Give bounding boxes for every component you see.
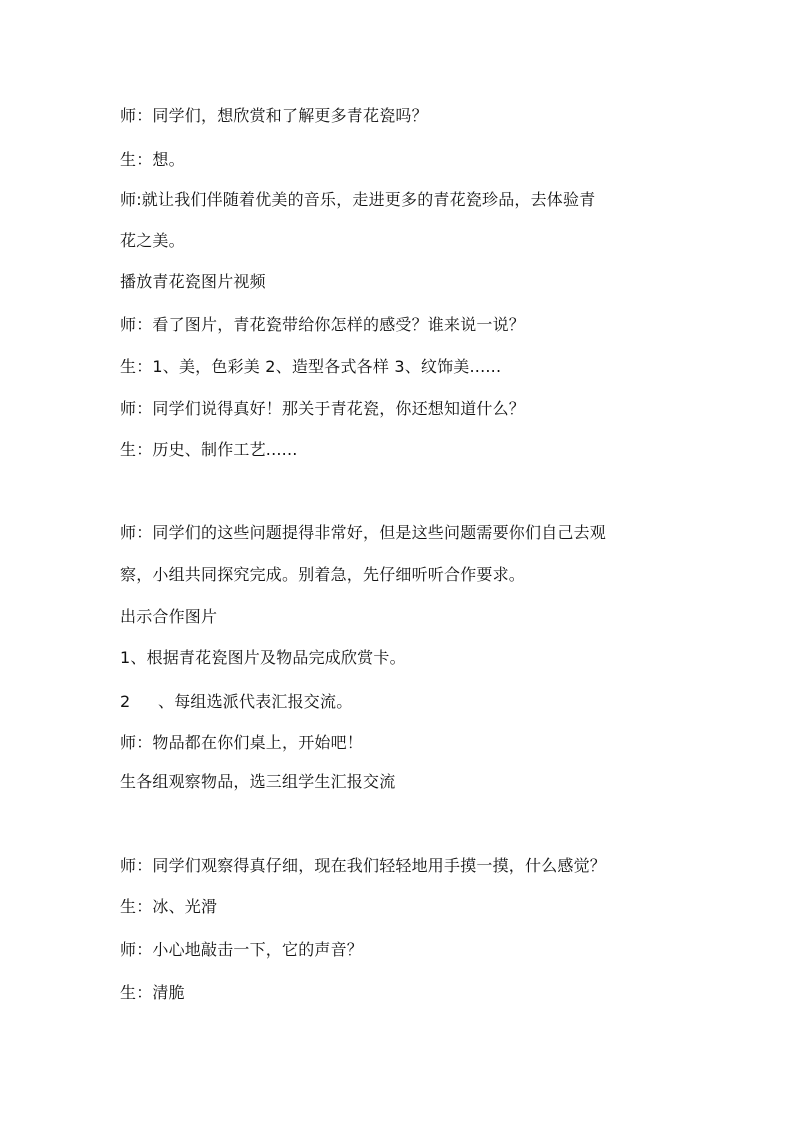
text-line: 1、根据青花瓷图片及物品完成欣赏卡。 bbox=[120, 648, 406, 667]
list-item-text: 、每组选派代表汇报交流。 bbox=[158, 692, 353, 711]
text-line: 生：清脆 bbox=[120, 983, 185, 1002]
text-line: 师：同学们的这些问题提得非常好，但是这些问题需要你们自己去观 bbox=[120, 523, 607, 542]
text-line: 生：想。 bbox=[120, 150, 185, 169]
text-line: 师：小心地敲击一下，它的声音？ bbox=[120, 940, 364, 959]
text-line: 察，小组共同探究完成。别着急，先仔细听听合作要求。 bbox=[120, 565, 526, 584]
text-line: 师：同学们，想欣赏和了解更多青花瓷吗？ bbox=[120, 106, 428, 125]
text-line: 师：同学们观察得真仔细，现在我们轻轻地用手摸一摸，什么感觉？ bbox=[120, 856, 607, 875]
text-line: 生各组观察物品，选三组学生汇报交流 bbox=[120, 772, 396, 791]
text-line: 生：冰、光滑 bbox=[120, 897, 218, 916]
list-number: 2 bbox=[120, 692, 131, 711]
text-line: 师:就让我们伴随着优美的音乐，走进更多的青花瓷珍品，去体验青 bbox=[120, 190, 596, 209]
text-line: 生：历史、制作工艺...... bbox=[120, 440, 298, 459]
text-line: 师：同学们说得真好！那关于青花瓷，你还想知道什么？ bbox=[120, 399, 526, 418]
text-line: 播放青花瓷图片视频 bbox=[120, 272, 266, 291]
text-line: 师：看了图片，青花瓷带给你怎样的感受？谁来说一说？ bbox=[120, 315, 526, 334]
text-line: 生：1、美，色彩美 2、造型各式各样 3、纹饰美...... bbox=[120, 357, 502, 376]
text-line: 花之美。 bbox=[120, 231, 185, 250]
text-line: 师：物品都在你们桌上，开始吧！ bbox=[120, 733, 364, 752]
numbered-list-item bbox=[120, 692, 352, 712]
text-line: 出示合作图片 bbox=[120, 607, 218, 626]
